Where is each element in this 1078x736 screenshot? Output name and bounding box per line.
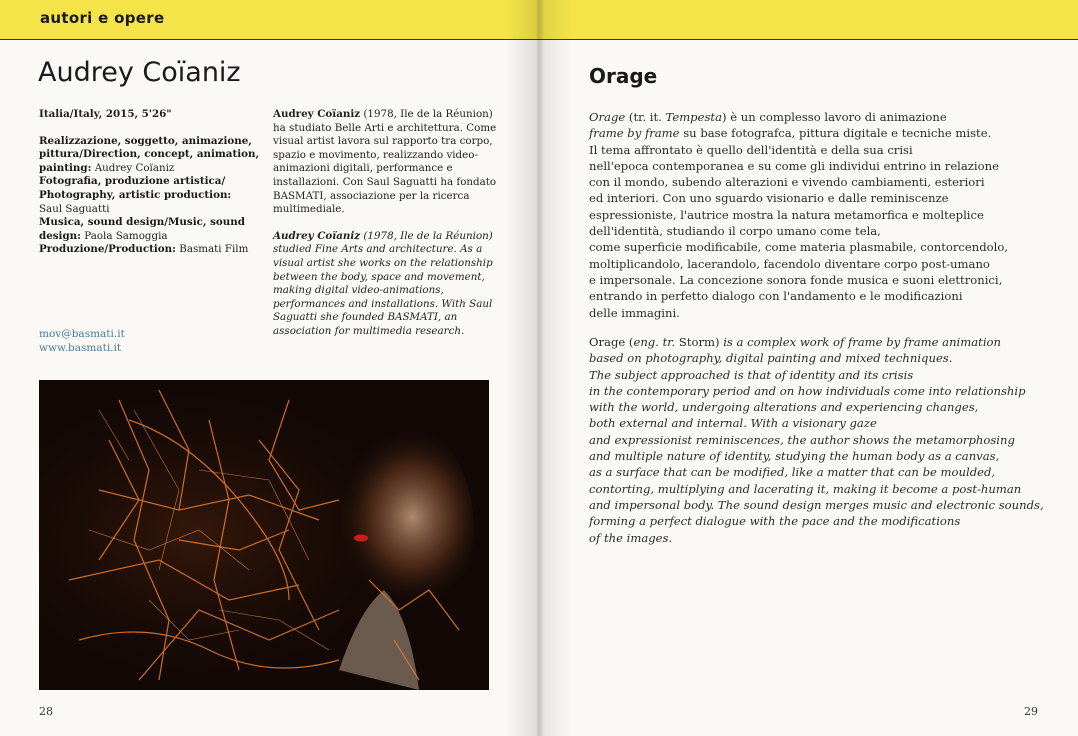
text-line: entrando in perfetto dialogo con l'andamento e le modificazioni [589, 289, 963, 304]
text-line: with the world, undergoing alterations and experiencing changes, [589, 400, 979, 415]
credit-label: Realizzazione, soggetto, animazione, pittura/Direction, concept, animation, painting: [39, 134, 260, 174]
page-number-left: 28 [39, 705, 53, 718]
section-label: autori e opere [40, 9, 165, 27]
right-page [539, 0, 1078, 736]
bio-text: (1978, Ile de la Réunion) studied Fine Arts and architecture. As a visual artist she works on the relationship between the body, space and movement, making digital video-animations, performances and installations. With Saul Saguatti she founded BASMATI, an association for multimedia research. [273, 229, 493, 337]
description-english [589, 334, 1049, 546]
credit-value: Saul Saguatti [39, 202, 110, 215]
text-line: con il mondo, subendo alterazioni e vivendo cambiamenti, esteriori [589, 175, 985, 190]
text-line: Il tema affrontato è quello dell'identità e della sua crisi [589, 142, 913, 157]
text-line: contorting, multiplying and lacerating it, making it become a post-human [589, 481, 1022, 496]
text-line: come superficie modificabile, come materia plasmabile, contorcendolo, [589, 240, 1009, 255]
text-line: espressioniste, l'autrice mostra la natura metamorfica e molteplice [589, 207, 984, 222]
website-link[interactable]: www.basmati.it [39, 341, 122, 354]
bio-name: Audrey Coïaniz [273, 229, 361, 242]
work-title: Orage [589, 64, 658, 88]
text-line: forming a perfect dialogue with the pace and the modifications [589, 514, 961, 529]
section-header-band [0, 0, 1078, 40]
credit-2 [39, 175, 261, 216]
bio-italian [273, 108, 503, 217]
text-line: moltiplicandolo, lacerandolo, facendolo diventare corpo post-umano [589, 256, 990, 271]
bio-name: Audrey Coïaniz [273, 108, 361, 120]
text-line: delle immagini. [589, 305, 680, 320]
film-still-photo [39, 380, 489, 690]
credit-value: Audrey Coïaniz [94, 161, 175, 174]
text-line: nell'epoca contemporanea e su come gli individui entrino in relazione [589, 158, 999, 173]
description-italian [589, 109, 1049, 321]
text-line: dell'identità, studiando il corpo umano come tela, [589, 224, 881, 239]
credit-1 [39, 135, 261, 176]
term-italic: frame by frame [589, 126, 680, 141]
text-line: and multiple nature of identity, studying the human body as a canvas, [589, 449, 1000, 464]
text-line: ed interiori. Con uno sguardo visionario e dalle reminiscenze [589, 191, 949, 206]
text-line: and expressionist reminiscences, the author shows the metamorphosing [589, 432, 1015, 447]
text-line: of the images. [589, 530, 673, 545]
author-name: Audrey Coïaniz [38, 57, 241, 88]
credit-3 [39, 216, 261, 243]
credit-label: Produzione/Production: [39, 243, 176, 256]
credit-label: Fotografia, produzione artistica/ Photography, artistic production: [39, 175, 232, 201]
contacts [39, 328, 125, 355]
text-line: e impersonale. La concezione sonora fonde musica e suoni elettronici, [589, 272, 1003, 287]
text-line: both external and internal. With a visionary gaze [589, 416, 877, 431]
text-line: based on photography, digital painting and mixed techniques. [589, 351, 953, 366]
text-line: frame by frame su base fotografca, pittura digitale e tecniche miste. [589, 126, 992, 141]
bio-column [273, 108, 503, 352]
credit-value: Basmati Film [179, 243, 249, 256]
text-line: and impersonal body. The sound design merges music and electronic sounds, [589, 497, 1044, 512]
text-line: as a surface that can be modified, like a matter that can be moulded, [589, 465, 996, 480]
email-link[interactable]: mov@basmati.it [39, 328, 125, 340]
title-ref: Orage [589, 110, 626, 124]
text-line: Orage (tr. it. Tempesta) è un complesso lavoro di animazione [589, 110, 947, 124]
credit-label: Musica, sound design/Music, sound design: [39, 216, 245, 242]
text-line: Orage (eng. tr. Storm) is a complex work of frame by frame animation [589, 335, 1001, 349]
title-translation: Tempesta [665, 110, 722, 124]
text-line: in the contemporary period and on how individuals come into relationship [589, 383, 1026, 398]
text-line: The subject approached is that of identity and its crisis [589, 367, 914, 382]
credits-column [39, 108, 261, 257]
credit-4 [39, 243, 261, 257]
page-number-right: 29 [1024, 705, 1038, 718]
bio-english [273, 230, 503, 339]
bio-text: (1978, Ile de la Réunion) ha studiato Belle Arti e architettura. Come visual artist lavora sul rapporto tra corpo, spazio e movimento, realizzando video-animazioni digitali, performance e installazioni. Con Saul Saguatti ha fondato BASMATI, associazione per la ricerca multimediale. [273, 108, 497, 216]
film-meta: Italia/Italy, 2015, 5'26" [39, 108, 172, 120]
credit-value: Paola Samoggia [84, 229, 168, 242]
